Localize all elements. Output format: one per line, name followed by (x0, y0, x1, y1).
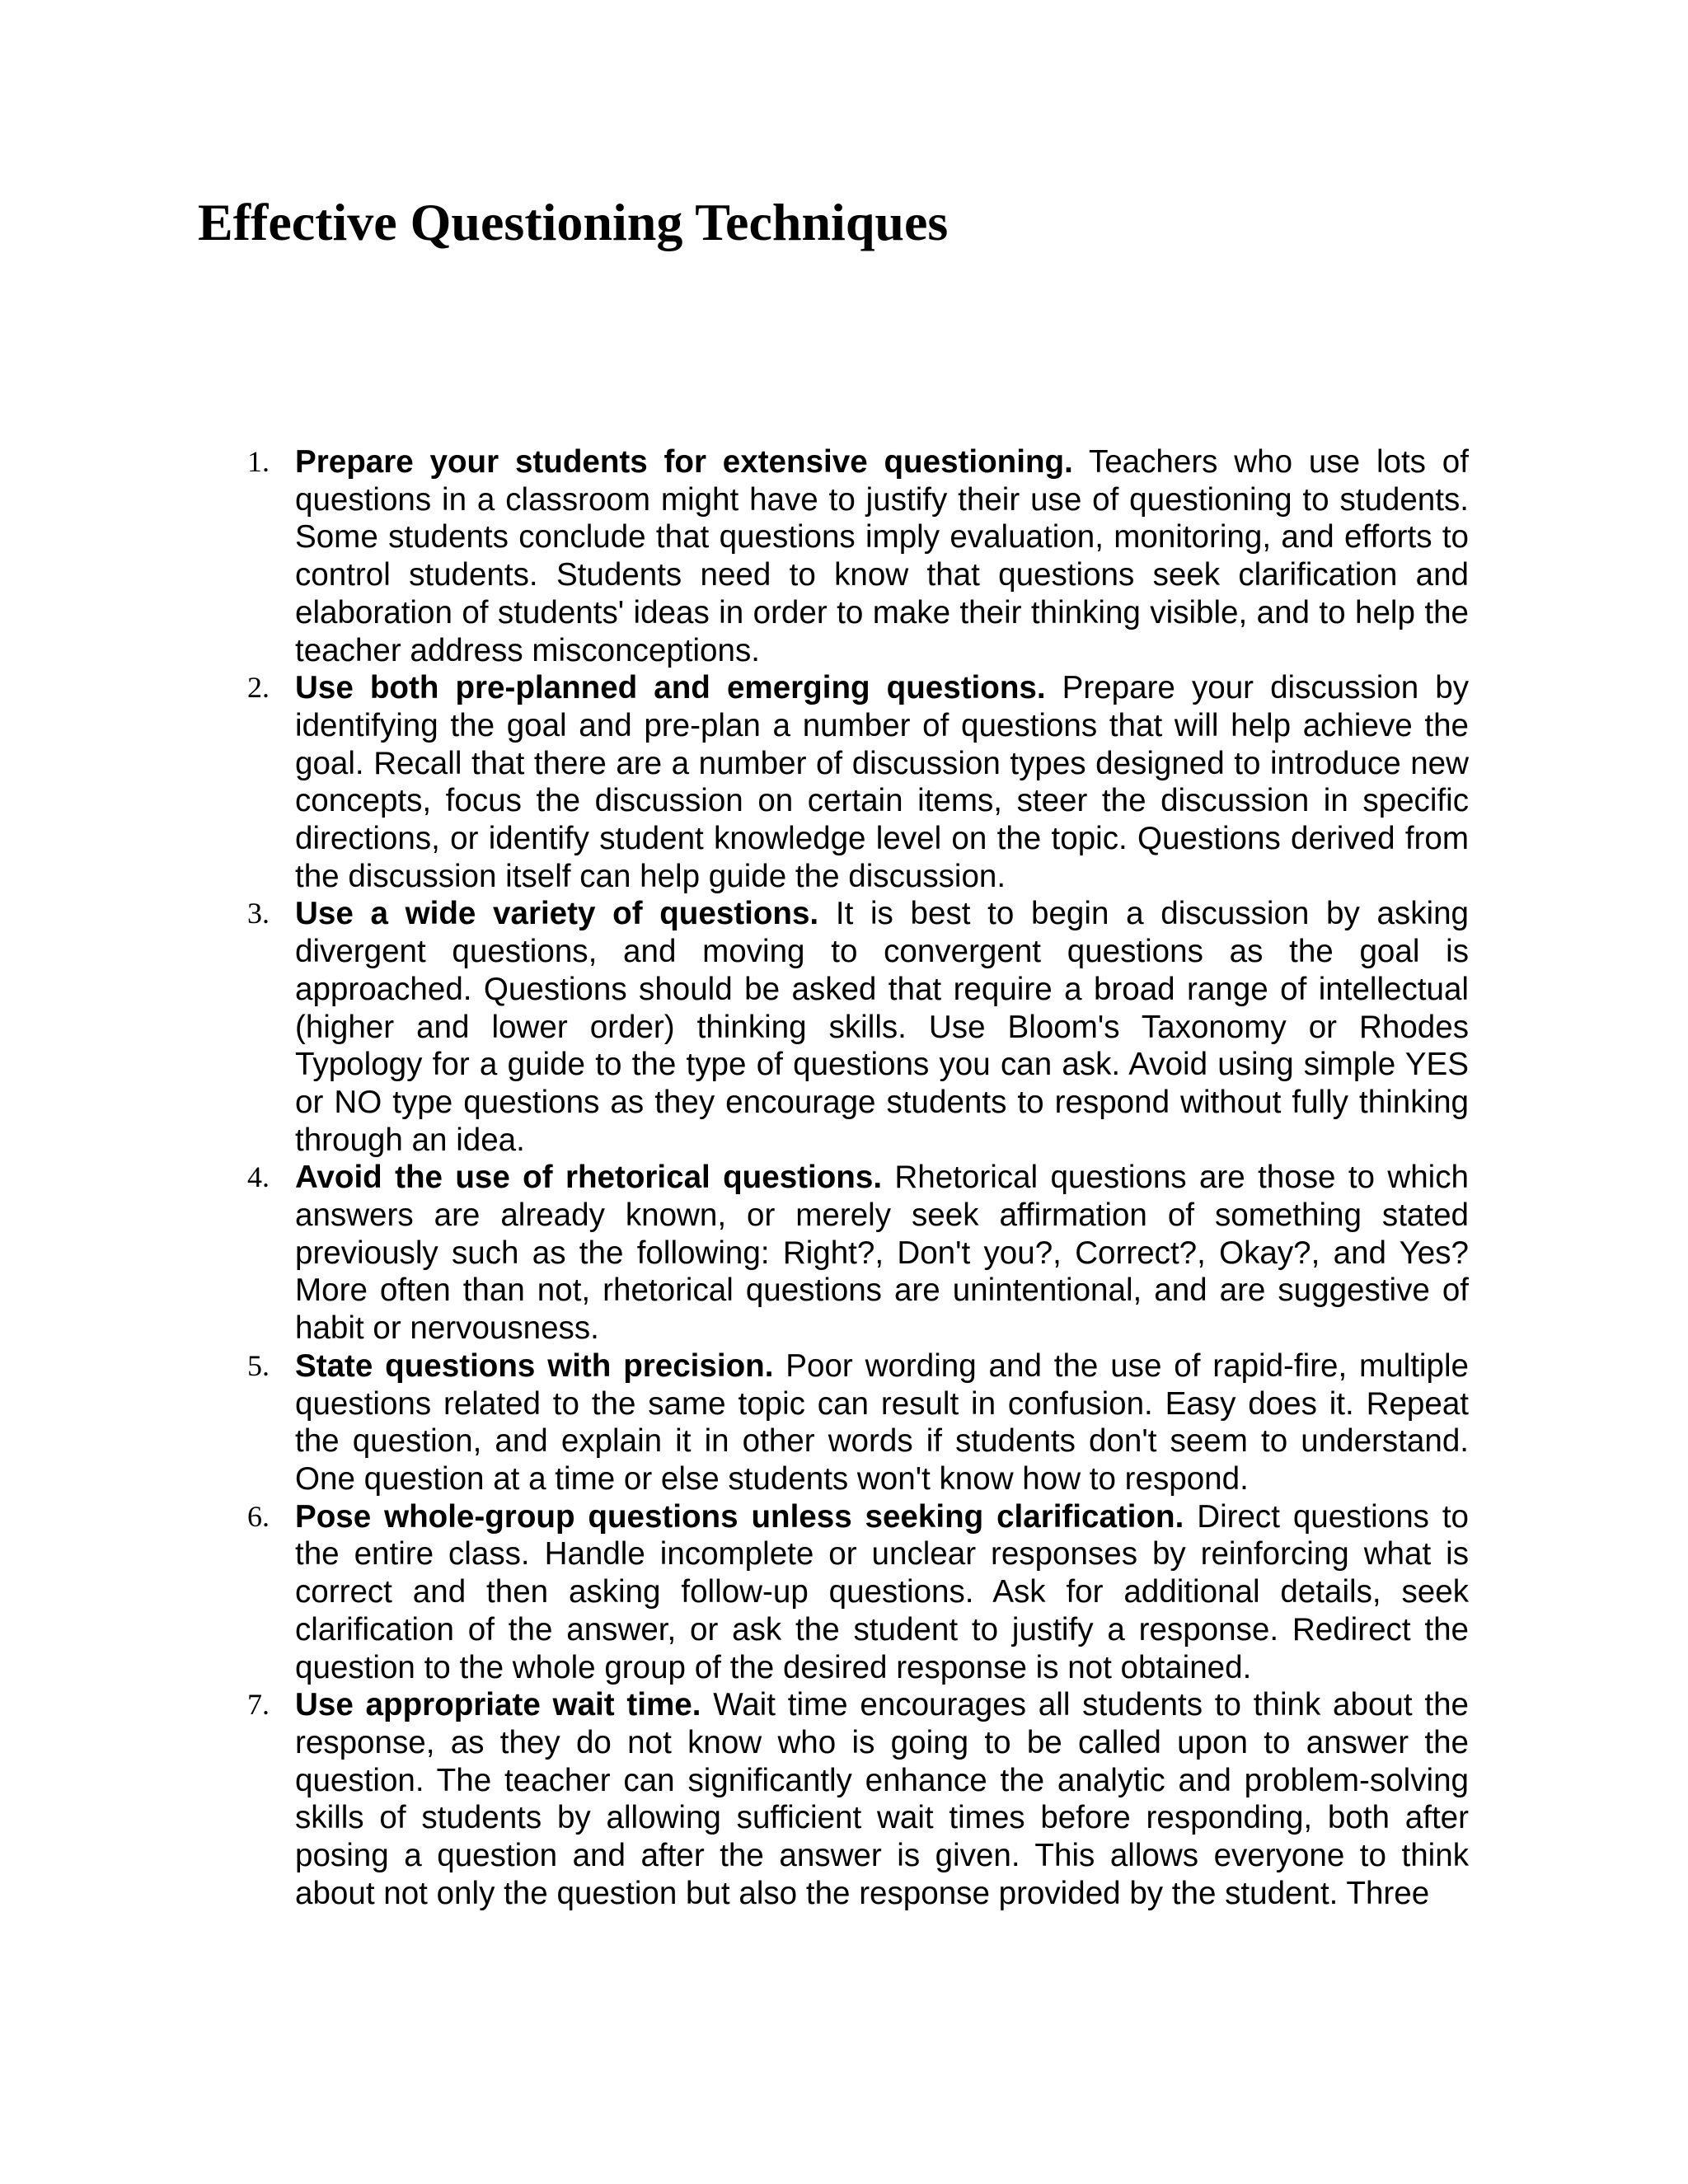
item-heading: Pose whole-group questions unless seeking clarification. (295, 1498, 1184, 1535)
list-item (231, 443, 1469, 669)
item-heading: Avoid the use of rhetorical questions. (295, 1160, 883, 1196)
item-heading: Use both pre-planned and emerging questions. (295, 670, 1046, 706)
technique-list (231, 443, 1469, 1912)
item-body: It is best to begin a discussion by asking divergent questions, and moving to convergent questions as the goal is approached. Questions should be asked that require a broad range of intellectual (higher and lower order) thinking skills. Use Bloom's Taxonomy or Rhodes Typology for a guide to the type of questions you can ask. Avoid using simple YES or NO type questions as they encourage students to respond without fully thinking through an idea. (295, 896, 1469, 1158)
list-item (231, 1159, 1469, 1347)
item-heading: Use a wide variety of questions. (295, 896, 819, 932)
item-number: 5. (247, 1348, 270, 1382)
item-number: 1. (247, 445, 270, 478)
item-number: 3. (247, 897, 270, 930)
item-body: Wait time encourages all students to think about the response, as they do not know who is going to be called upon to answer the question. The teacher can significantly enhance the analytic and problem-solving skills of students by allowing sufficient wait times before responding, both after posing a question and after the answer is given. This allows everyone to think about not only the question but also the response provided by the student. Three (295, 1687, 1469, 1911)
item-heading: State questions with precision. (295, 1347, 774, 1384)
page-title: Effective Questioning Techniques (198, 193, 949, 251)
item-body: Teachers who use lots of questions in a classroom might have to justify their use of questioning to students. Some students conclude that questions imply evaluation, monitoring, and efforts to control students. Students need to know that questions seek clarification and elaboration of students' ideas in order to make their thinking visible, and to help the teacher address misconceptions. (295, 444, 1469, 668)
item-number: 4. (247, 1160, 270, 1194)
list-item (231, 1686, 1469, 1912)
item-number: 6. (247, 1499, 270, 1533)
item-body: Rhetorical questions are those to which answers are already known, or merely seek affirmation of something stated previously such as the following: Right?, Don't you?, Correct?, Okay?, and Yes? More often than not, rhetorical questions are unintentional, and are suggestive of habit or nervousness. (295, 1160, 1469, 1347)
item-heading: Use appropriate wait time. (295, 1687, 701, 1723)
item-number: 7. (247, 1688, 270, 1722)
item-body: Direct questions to the entire class. Handle incomplete or unclear responses by reinforcing what is correct and then asking follow-up questions. Ask for additional details, seek clarification of the answer, or ask the student to justify a response. Redirect the question to the whole group of the desired response is not obtained. (295, 1498, 1470, 1685)
item-heading: Prepare your students for extensive questioning. (295, 444, 1073, 480)
item-body: Poor wording and the use of rapid-fire, multiple questions related to the same topic can result in confusion. Easy does it. Repeat the question, and explain it in other words if students don't seem to understand. One question at a time or else students won't know how to respond. (295, 1347, 1469, 1497)
item-number: 2. (247, 671, 270, 705)
item-body: Prepare your discussion by identifying the goal and pre-plan a number of questions that will help achieve the goal. Recall that there are a number of discussion types designed to introduce new concepts, focus the discussion on certain items, steer the discussion in specific directions, or identify student knowledge level on the topic. Questions derived from the discussion itself can help guide the discussion. (295, 670, 1470, 894)
list-item (231, 1498, 1469, 1687)
list-item (231, 895, 1469, 1159)
list-item (231, 1347, 1469, 1498)
list-item (231, 669, 1469, 895)
